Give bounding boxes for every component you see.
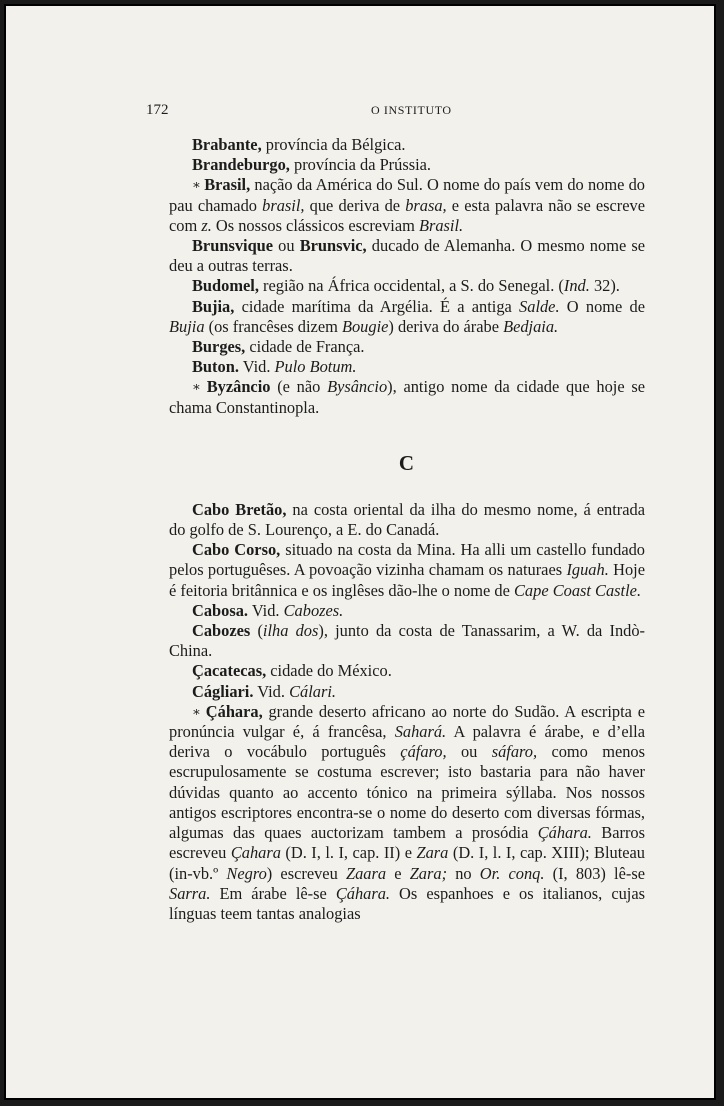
entry-italic: Bujia (169, 316, 205, 336)
entry-text: cidade marítima da Argélia. É a antiga (234, 296, 520, 316)
entry-italic: brasil, (262, 195, 305, 215)
entry-italic: Çáhara. (537, 823, 592, 843)
entry-buton (169, 357, 645, 377)
entry-brunsvique (169, 236, 645, 276)
entry-brasil (169, 175, 645, 236)
entry-text: região na África occidental, a S. do Senegal. ( (258, 276, 564, 296)
entry-term: Brandeburgo, (192, 155, 290, 175)
entry-italic: çáfaro, (400, 742, 447, 762)
entry-text: como menos escrupulosamente se costuma escrever; isto bastaria para não haver dúvidas quanto ao accento tónico na primeira sýllaba. Nos nossos antigos escriptores encontra-se o nome do deserto com diversas fórmas, algumas das quaes auctorizam tambem a prosódia (169, 742, 646, 843)
entry-text: Vid. (253, 681, 290, 701)
entry-text: província da Bélgica. (261, 135, 406, 154)
entry-italic: Cálari. (289, 681, 336, 701)
entry-text: e esta palavra não se escreve com (169, 195, 645, 235)
entry-term: Cabosa. (192, 600, 249, 620)
entry-text: Vid. (248, 600, 284, 620)
entry-text: ) deriva do árabe (388, 316, 504, 336)
entry-term: Buton. (192, 357, 239, 377)
entry-term: Bujia, (192, 296, 235, 316)
entry-text: Hoje é feitoria britânnica e os inglêses dão-lhe o nome de (169, 560, 645, 600)
entry-text: Vid. (238, 357, 275, 377)
entry-term: Çáhara, (205, 701, 263, 721)
entry-text: que deriva de (304, 195, 406, 215)
entry-text: no (447, 863, 480, 883)
entry-text: (D. I, l. I, cap. XIII); Bluteau (in-vb.º (169, 843, 645, 883)
entry-text: Em árabe lê-se (210, 883, 336, 903)
entry-italic: Bougie (341, 316, 389, 336)
entry-text: ducado de Alemanha. O mesmo nome se deu a outras terras. (169, 236, 645, 276)
entry-text: grande deserto africano ao norte do Sudão. A escripta e pronúncia vulgar é, á francêsa, (169, 701, 646, 742)
entry-cabo-bretao (169, 500, 645, 540)
entry-italic: Negro (226, 863, 267, 883)
running-title: O INSTITUTO (371, 103, 452, 117)
entry-term: Burges, (192, 337, 246, 357)
entry-cagliari (169, 682, 645, 702)
entry-italic: ilha dos (262, 621, 319, 641)
entry-italic: Çáhara. (335, 883, 391, 903)
entry-text: (D. I, l. I, cap. II) e (280, 843, 417, 863)
entry-text: O nome de (559, 296, 645, 316)
entry-italic: Sahará. (394, 722, 447, 742)
entry-term: Brunsvique (192, 236, 274, 256)
book-page (4, 4, 716, 1100)
entry-text: cidade de França. (245, 337, 365, 357)
entry-text: Os espanhoes e os italianos, cujas línguas teem tantas analogias (169, 883, 646, 923)
entry-text: (I, 803) lê-se (544, 863, 645, 883)
entry-budomel (169, 276, 645, 296)
entry-italic: z. (201, 215, 212, 235)
entry-text: e (386, 863, 410, 883)
entry-cabosa (169, 601, 645, 621)
entry-italic: Sarra. (169, 883, 211, 903)
entry-term: Brasil, (204, 175, 251, 195)
entry-cabozes (169, 621, 645, 661)
entry-term: Cabo Corso, (192, 540, 281, 560)
page-header (146, 102, 591, 122)
entry-text: A palavra é árabe, e d’ella deriva o vocábulo português (169, 722, 645, 762)
entry-brandeburgo (169, 155, 645, 175)
entry-italic: Bedjaia. (503, 316, 559, 336)
entry-italic: Cabozes. (283, 600, 344, 620)
entry-cahara (169, 702, 645, 924)
entry-text: Os nossos clássicos escreviam (211, 215, 419, 235)
entry-text: nação da América do Sul. O nome do país vem do nome do pau chamado (169, 175, 645, 215)
entry-text: ou (446, 742, 492, 762)
entry-italic: Çahara (230, 843, 281, 863)
entry-italic: Zara (416, 843, 449, 863)
entry-italic: Brasil. (418, 215, 464, 235)
entry-italic: Bysâncio (327, 377, 388, 397)
entry-term: Cabo Bretão, (192, 499, 287, 519)
entry-term: Brunsvic, (299, 236, 367, 256)
entry-term: Cabozes (192, 621, 251, 641)
asterisk-mark: ∗ (192, 703, 206, 719)
entry-text: ( (250, 621, 263, 641)
entry-term: Çacatecas, (192, 661, 267, 681)
entry-cacatecas (169, 661, 645, 681)
entry-text: 32). (589, 276, 620, 296)
section-letter-heading: C (398, 450, 416, 475)
entry-text: ), junto da costa de Tanassarim, a W. da Indò-China. (169, 621, 646, 661)
entry-italic: Salde. (519, 296, 560, 316)
entry-italic: Cape Coast Castle. (514, 580, 642, 600)
entry-text: na costa oriental da ilha do mesmo nome, á entrada do golfo de S. Lourenço, a E. do Canadá. (169, 499, 645, 540)
entry-bujia (169, 297, 645, 337)
asterisk-mark: ∗ (192, 379, 207, 395)
entry-text: ou (273, 236, 300, 256)
entry-text: (os francêses dizem (204, 316, 342, 336)
entry-italic: Iguah. (566, 560, 609, 580)
entry-byzancio (169, 377, 645, 417)
asterisk-mark: ∗ (192, 177, 205, 193)
entry-italic: brasa, (405, 195, 447, 215)
entry-term: Byzâncio (206, 377, 271, 397)
entry-italic: sáfaro, (491, 742, 538, 762)
entry-term: Brabante, (192, 135, 262, 154)
entry-text: ) escreveu (266, 863, 346, 883)
entry-cabo-corso (169, 540, 645, 601)
entry-italic: Ind. (563, 276, 590, 296)
entry-text: ), antigo nome da cidade que hoje se chama Constantinopla. (169, 377, 645, 417)
page-number: 172 (146, 102, 169, 118)
entry-italic: Pulo Botum. (274, 357, 357, 377)
entry-text: cidade do México. (266, 661, 392, 681)
entry-term: Cágliari. (192, 681, 254, 701)
entry-text: (e não (270, 377, 328, 397)
entry-burges (169, 337, 645, 357)
entry-term: Budomel, (192, 276, 259, 296)
entry-brabante (169, 135, 645, 155)
entry-text: Barros escreveu (169, 823, 645, 863)
entry-italic: Zara; (409, 863, 448, 883)
entry-text: província da Prússia. (289, 155, 432, 175)
entry-italic: Zaara (345, 863, 387, 883)
page-body (169, 135, 645, 924)
entry-italic: Or. conq. (479, 863, 545, 883)
entry-text: situado na costa da Mina. Ha alli um castello fundado pelos portuguêses. A povoação vizinha chamam os naturaes (169, 540, 646, 580)
